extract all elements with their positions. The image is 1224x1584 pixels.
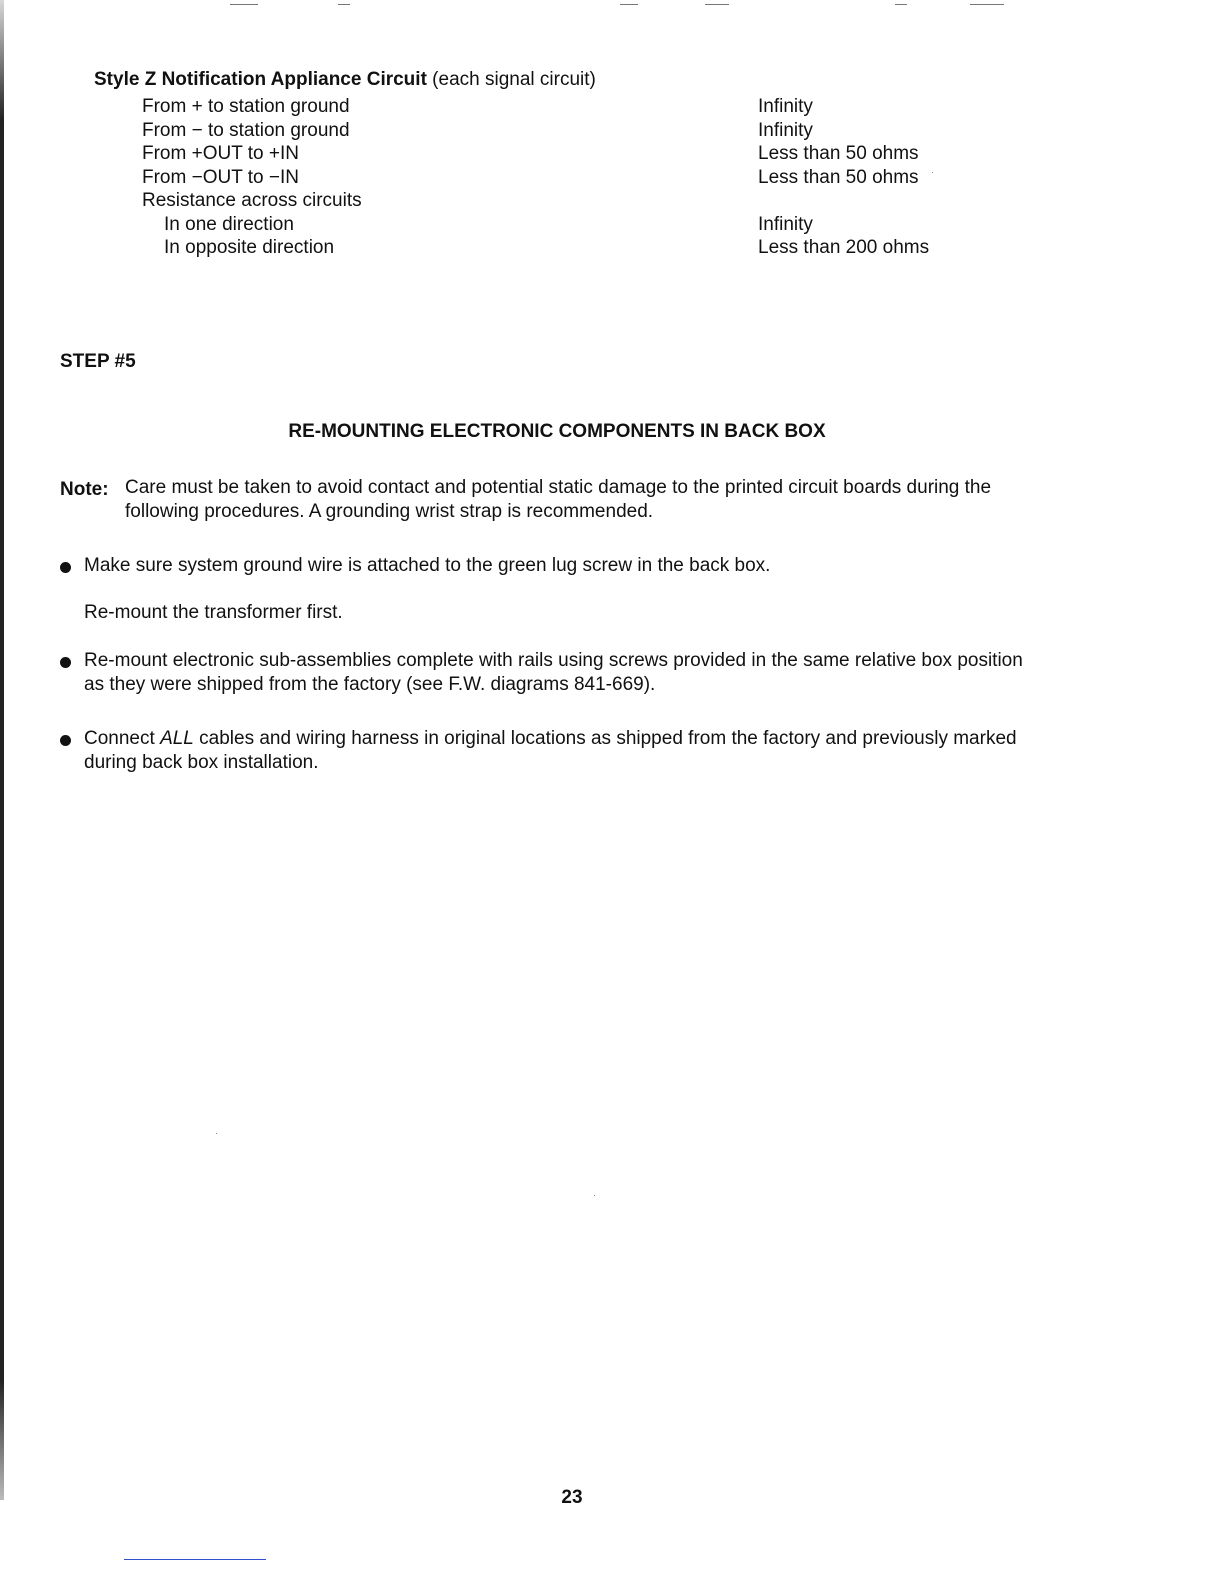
- bullet-text-rest: cables and wiring harness in original locations as shipped from the factory and previously marked: [199, 728, 1017, 749]
- scan-top-mark: [620, 4, 638, 5]
- spec-label: From − to station ground: [142, 120, 350, 141]
- bullet-text: as they were shipped from the factory (see F.W. diagrams 841-669).: [84, 674, 656, 695]
- scan-top-mark: [705, 4, 729, 5]
- scan-top-mark: [338, 4, 350, 5]
- spec-label: From + to station ground: [142, 96, 350, 117]
- bottom-rule: [124, 1559, 266, 1560]
- spec-value: Less than 50 ohms: [758, 143, 919, 164]
- scan-top-mark: [970, 4, 1004, 5]
- scan-top-mark: [895, 4, 907, 5]
- bullet-icon: [60, 657, 71, 668]
- note-line: Care must be taken to avoid contact and potential static damage to the printed circuit boards during the: [125, 477, 992, 498]
- scan-speck: [216, 1133, 217, 1134]
- spec-label: In one direction: [164, 214, 294, 235]
- spec-value: Infinity: [758, 120, 813, 141]
- bullet-text: Re-mount electronic sub-assemblies complete with rails using screws provided in the same relative box position: [84, 650, 1023, 671]
- spec-value: Less than 200 ohms: [758, 237, 930, 258]
- note-line: following procedures. A grounding wrist strap is recommended.: [125, 501, 654, 522]
- circuit-heading: [94, 68, 596, 92]
- step-label: STEP #5: [60, 351, 136, 372]
- bullet-text-emphasis: ALL: [160, 728, 194, 749]
- page-number: 23: [561, 1487, 583, 1508]
- scan-left-edge: [0, 0, 4, 1500]
- bullet-text: [84, 727, 1017, 751]
- bullet-icon: [60, 735, 71, 746]
- spec-label: From −OUT to −IN: [142, 167, 299, 188]
- spec-value: Infinity: [758, 214, 813, 235]
- circuit-heading-bold: Style Z Notification Appliance Circuit: [94, 69, 427, 90]
- bullet-text-lead: Connect: [84, 728, 155, 749]
- spec-label: From +OUT to +IN: [142, 143, 299, 164]
- spec-value: Infinity: [758, 96, 813, 117]
- scan-speck: [594, 1195, 595, 1196]
- spec-label: Resistance across circuits: [142, 190, 362, 211]
- spec-value: Less than 50 ohms: [758, 167, 919, 188]
- spec-label: In opposite direction: [164, 237, 335, 258]
- scan-top-mark: [230, 4, 258, 5]
- bullet-text: during back box installation.: [84, 752, 319, 773]
- bullet-icon: [60, 562, 71, 573]
- paragraph-text: Re-mount the transformer first.: [84, 602, 343, 623]
- scan-speck: [932, 172, 933, 173]
- bullet-text: Make sure system ground wire is attached to the green lug screw in the back box.: [84, 555, 771, 576]
- note-label: Note:: [60, 479, 109, 500]
- section-heading: RE-MOUNTING ELECTRONIC COMPONENTS IN BACK BOX: [288, 421, 826, 442]
- circuit-heading-rest: (each signal circuit): [432, 69, 596, 90]
